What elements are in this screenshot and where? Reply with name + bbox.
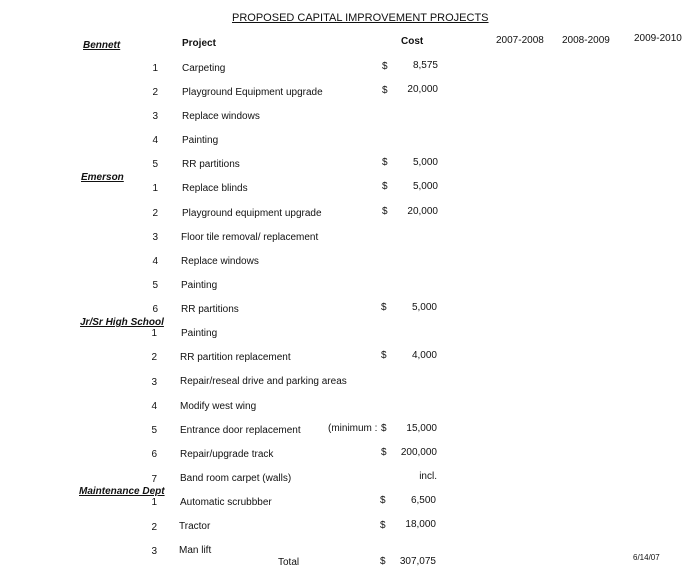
item-number: 6 xyxy=(152,304,158,315)
item-number: 1 xyxy=(151,497,157,508)
item-number: 1 xyxy=(152,63,158,74)
item-number: 5 xyxy=(152,280,158,291)
project-name: Replace windows xyxy=(181,256,259,267)
item-number: 2 xyxy=(152,87,158,98)
cost-amount: incl. xyxy=(419,471,437,482)
project-name: Replace windows xyxy=(182,111,260,122)
dollar-sign: $ xyxy=(381,350,387,361)
cost-amount: 15,000 xyxy=(406,423,437,434)
item-number: 3 xyxy=(152,232,158,243)
dollar-sign: $ xyxy=(382,181,388,192)
item-number: 4 xyxy=(151,401,157,412)
cost-amount: 200,000 xyxy=(400,447,437,458)
total-amount: 307,075 xyxy=(399,556,436,567)
project-name: Painting xyxy=(181,328,218,339)
section-heading-emerson: Emerson xyxy=(81,172,124,183)
cost-amount: 8,575 xyxy=(412,60,438,71)
item-number: 3 xyxy=(151,377,157,388)
section-heading-bennett: Bennett xyxy=(83,40,121,51)
cost-amount: 6,500 xyxy=(410,495,436,506)
dollar-sign: $ xyxy=(382,61,388,72)
dollar-sign: $ xyxy=(381,302,387,313)
cost-amount: 5,000 xyxy=(411,302,437,313)
cost-amount: 20,000 xyxy=(407,84,438,95)
item-number: 1 xyxy=(151,328,157,339)
item-number: 7 xyxy=(151,474,157,485)
dollar-sign: $ xyxy=(381,447,387,458)
project-name: RR partition replacement xyxy=(180,352,291,363)
project-name: RR partitions xyxy=(182,159,240,170)
year-header-2007-2008: 2007-2008 xyxy=(496,35,544,46)
item-number: 4 xyxy=(152,135,158,146)
page-title: PROPOSED CAPITAL IMPROVEMENT PROJECTS xyxy=(232,12,489,24)
project-name: Repair/upgrade track xyxy=(180,449,274,460)
project-name: Carpeting xyxy=(182,63,226,74)
project-name: Tractor xyxy=(179,521,211,532)
project-column-header: Project xyxy=(182,38,216,49)
cost-column-header: Cost xyxy=(401,36,424,47)
dollar-sign: $ xyxy=(380,520,386,531)
project-name: Playground equipment upgrade xyxy=(182,208,322,219)
total-label: Total xyxy=(278,557,300,568)
section-heading-maintenance-dept: Maintenance Dept xyxy=(79,486,165,497)
project-name: RR partitions xyxy=(181,304,239,315)
item-number: 2 xyxy=(152,208,158,219)
item-number: 6 xyxy=(151,449,157,460)
cost-amount: 20,000 xyxy=(407,206,438,217)
project-name: Replace blinds xyxy=(182,183,248,194)
dollar-sign: $ xyxy=(382,157,388,168)
item-number: 5 xyxy=(152,159,158,170)
year-header-2008-2009: 2008-2009 xyxy=(562,35,610,46)
section-heading-jr-sr-high-school: Jr/Sr High School xyxy=(80,317,164,328)
dollar-sign: $ xyxy=(382,85,388,96)
dollar-sign: $ xyxy=(380,556,386,567)
item-number: 3 xyxy=(151,546,157,557)
project-name: Band room carpet (walls) xyxy=(180,473,292,484)
cost-amount: 5,000 xyxy=(412,157,438,168)
project-name: Automatic scrubbber xyxy=(180,497,272,508)
project-name: Modify west wing xyxy=(180,401,257,412)
dollar-sign: $ xyxy=(382,206,388,217)
project-name: Entrance door replacement xyxy=(180,425,301,436)
item-number: 3 xyxy=(152,111,158,122)
project-name: Man lift xyxy=(179,545,212,556)
dollar-sign: $ xyxy=(380,495,386,506)
minimum-note: (minimum : xyxy=(328,423,378,434)
year-header-2009-2010: 2009-2010 xyxy=(634,33,682,44)
document-date: 6/14/07 xyxy=(633,553,660,562)
project-name: Repair/reseal drive and parking areas xyxy=(180,376,347,387)
item-number: 5 xyxy=(151,425,157,436)
project-name: Painting xyxy=(181,280,218,291)
item-number: 1 xyxy=(152,183,158,194)
item-number: 2 xyxy=(151,522,157,533)
item-number: 2 xyxy=(151,352,157,363)
project-name: Playground Equipment upgrade xyxy=(182,87,323,98)
item-number: 4 xyxy=(152,256,158,267)
cost-amount: 5,000 xyxy=(412,181,438,192)
project-name: Floor tile removal/ replacement xyxy=(181,232,319,243)
cost-amount: 4,000 xyxy=(411,350,437,361)
project-name: Painting xyxy=(182,135,219,146)
dollar-sign: $ xyxy=(381,423,387,434)
cost-amount: 18,000 xyxy=(405,519,436,530)
